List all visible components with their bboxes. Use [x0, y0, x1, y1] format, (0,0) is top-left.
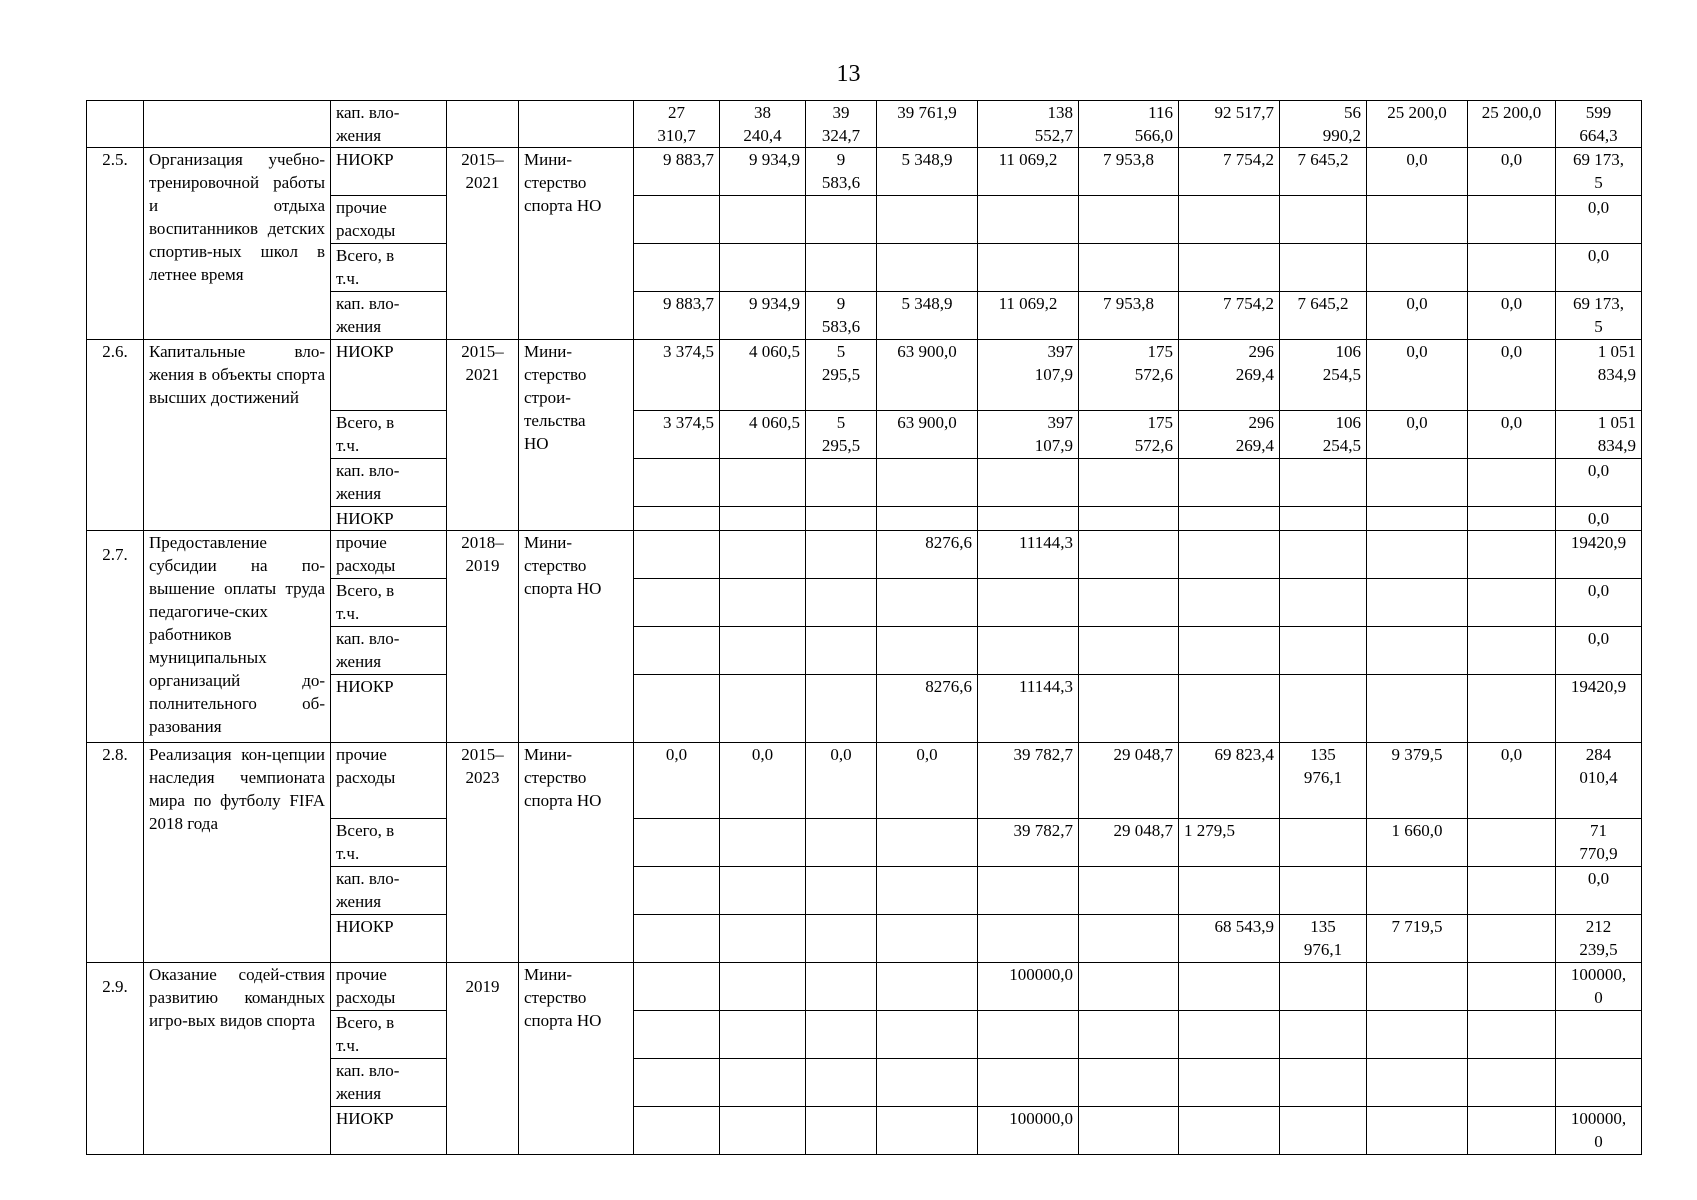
empty-cell	[806, 627, 877, 675]
empty-cell	[1367, 1107, 1468, 1155]
cell-value: 397 107,9	[978, 411, 1079, 459]
cell-total: 0,0	[1556, 459, 1642, 507]
empty-cell	[720, 531, 806, 579]
empty-cell	[877, 963, 978, 1011]
cell-value: 92 517,7	[1179, 101, 1280, 148]
cell-value: 9 583,6	[806, 148, 877, 196]
empty-cell	[634, 459, 720, 507]
budget-table	[86, 100, 1642, 1155]
empty-cell	[1079, 244, 1179, 292]
cell-total: 100000, 0	[1556, 1107, 1642, 1155]
empty-cell	[1179, 196, 1280, 244]
empty-cell	[720, 1107, 806, 1155]
empty-cell	[1468, 579, 1556, 627]
empty-cell	[1280, 627, 1367, 675]
empty-cell	[978, 579, 1079, 627]
cell-type: Всего, в т.ч.	[331, 1011, 447, 1059]
empty-cell	[1179, 627, 1280, 675]
empty-cell	[634, 675, 720, 743]
cell-value: 116 566,0	[1079, 101, 1179, 148]
cell-type: НИОКР	[331, 1107, 447, 1155]
empty-cell	[1468, 627, 1556, 675]
cell-value: 29 048,7	[1079, 743, 1179, 819]
empty-cell	[634, 819, 720, 867]
cell-value: 175 572,6	[1079, 411, 1179, 459]
cell-total: 0,0	[1556, 507, 1642, 531]
empty-cell	[1179, 963, 1280, 1011]
item-number: 2.7.	[87, 531, 144, 743]
cell-total: 1 051 834,9	[1556, 411, 1642, 459]
cell-value: 3 374,5	[634, 411, 720, 459]
cell-type: НИОКР	[331, 507, 447, 531]
cell-value: 9 934,9	[720, 148, 806, 196]
empty-cell	[1468, 507, 1556, 531]
cell-value: 7 953,8	[1079, 148, 1179, 196]
empty-cell	[720, 244, 806, 292]
empty-cell	[1468, 459, 1556, 507]
cell-total: 1 051 834,9	[1556, 340, 1642, 411]
empty-cell	[978, 1011, 1079, 1059]
item-number: 2.8.	[87, 743, 144, 963]
cell-value: 9 583,6	[806, 292, 877, 340]
empty-cell	[720, 867, 806, 915]
cell-value: 9 883,7	[634, 148, 720, 196]
empty-cell	[978, 915, 1079, 963]
cell-type: кап. вло- жения	[331, 292, 447, 340]
empty-cell	[1079, 1059, 1179, 1107]
item-name: Капитальные вло-жения в объекты спорта высших достижений	[144, 340, 331, 531]
empty-cell	[1280, 963, 1367, 1011]
empty-cell	[1367, 963, 1468, 1011]
empty-cell	[978, 867, 1079, 915]
empty-cell	[1179, 867, 1280, 915]
empty-cell	[1468, 819, 1556, 867]
empty-cell	[877, 507, 978, 531]
cell-total: 0,0	[1556, 627, 1642, 675]
empty-cell	[634, 507, 720, 531]
cell-value: 296 269,4	[1179, 411, 1280, 459]
empty-cell	[877, 1011, 978, 1059]
empty-cell	[1079, 963, 1179, 1011]
empty-cell	[720, 915, 806, 963]
cell-value: 68 543,9	[1179, 915, 1280, 963]
cell-value: 9 379,5	[1367, 743, 1468, 819]
empty-cell	[877, 627, 978, 675]
cell-total: 0,0	[1556, 867, 1642, 915]
empty-cell	[1468, 244, 1556, 292]
empty-cell	[1468, 531, 1556, 579]
cell-value: 7 754,2	[1179, 292, 1280, 340]
cell-value: 7 754,2	[1179, 148, 1280, 196]
empty-cell	[634, 1107, 720, 1155]
empty-cell	[1367, 507, 1468, 531]
table-row	[87, 743, 1642, 819]
cell-type: Всего, в т.ч.	[331, 411, 447, 459]
cell-value: 106 254,5	[1280, 411, 1367, 459]
cell-value: 8276,6	[877, 675, 978, 743]
empty-cell	[1367, 531, 1468, 579]
table-row	[87, 531, 1642, 579]
empty-cell	[978, 459, 1079, 507]
empty-cell	[806, 819, 877, 867]
empty-cell	[806, 196, 877, 244]
item-name: Оказание содей-ствия развитию командных игро-вых видов спорта	[144, 963, 331, 1155]
cell-value: 0,0	[806, 743, 877, 819]
cell-type: НИОКР	[331, 915, 447, 963]
cell-value: 0,0	[634, 743, 720, 819]
cell-value: 296 269,4	[1179, 340, 1280, 411]
empty-cell	[1079, 507, 1179, 531]
empty-cell	[634, 244, 720, 292]
cell-value: 11144,3	[978, 531, 1079, 579]
empty-cell	[806, 244, 877, 292]
table-row	[87, 101, 1642, 148]
empty-cell	[1079, 627, 1179, 675]
cell-value: 106 254,5	[1280, 340, 1367, 411]
empty-cell	[634, 963, 720, 1011]
empty-cell	[877, 579, 978, 627]
cell-value: 135 976,1	[1280, 915, 1367, 963]
empty-cell	[1179, 1059, 1280, 1107]
empty-cell	[720, 579, 806, 627]
table-row	[87, 148, 1642, 196]
empty-cell	[1179, 244, 1280, 292]
cell-total: 69 173, 5	[1556, 292, 1642, 340]
item-name: Предоставление субсидии на по-вышение оплаты труда педагогиче-ских работников муниципальных организаций до-полнительного об-разования	[144, 531, 331, 743]
cell-value: 38 240,4	[720, 101, 806, 148]
cell-type: Всего, в т.ч.	[331, 819, 447, 867]
cell-period	[447, 101, 519, 148]
empty-cell	[1179, 1011, 1280, 1059]
cell-value: 0,0	[1367, 411, 1468, 459]
empty-cell	[720, 196, 806, 244]
item-executor: Мини- стерство строи- тельства НО	[519, 340, 634, 531]
empty-cell	[806, 1059, 877, 1107]
empty-cell	[978, 244, 1079, 292]
cell-type: НИОКР	[331, 148, 447, 196]
cell-total: 0,0	[1556, 196, 1642, 244]
empty-cell	[1468, 915, 1556, 963]
cell-value: 0,0	[1468, 292, 1556, 340]
empty-cell	[877, 1107, 978, 1155]
empty-cell	[1079, 579, 1179, 627]
empty-cell	[634, 531, 720, 579]
cell-value: 5 348,9	[877, 292, 978, 340]
cell-value: 1 660,0	[1367, 819, 1468, 867]
item-period: 2018– 2019	[447, 531, 519, 743]
empty-cell	[1367, 627, 1468, 675]
cell-value: 0,0	[1468, 148, 1556, 196]
empty-cell	[720, 1059, 806, 1107]
cell-value: 11 069,2	[978, 148, 1079, 196]
empty-cell	[806, 963, 877, 1011]
cell-total: 100000, 0	[1556, 963, 1642, 1011]
empty-cell	[1079, 531, 1179, 579]
empty-cell	[1179, 459, 1280, 507]
cell-type: прочие расходы	[331, 196, 447, 244]
empty-cell	[1280, 507, 1367, 531]
empty-cell	[1367, 579, 1468, 627]
empty-cell	[634, 579, 720, 627]
cell-value: 39 782,7	[978, 819, 1079, 867]
cell-value: 3 374,5	[634, 340, 720, 411]
empty-cell	[1468, 1107, 1556, 1155]
cell-value: 7 719,5	[1367, 915, 1468, 963]
empty-cell	[1280, 531, 1367, 579]
cell-value: 9 883,7	[634, 292, 720, 340]
empty-cell	[877, 196, 978, 244]
empty-cell	[1280, 459, 1367, 507]
empty-cell	[1556, 1011, 1642, 1059]
table-row	[87, 340, 1642, 411]
cell-value: 0,0	[1468, 340, 1556, 411]
cell-value: 69 823,4	[1179, 743, 1280, 819]
cell-value: 29 048,7	[1079, 819, 1179, 867]
empty-cell	[1280, 244, 1367, 292]
empty-cell	[806, 1011, 877, 1059]
cell-total: 19420,9	[1556, 675, 1642, 743]
empty-cell	[1280, 1107, 1367, 1155]
cell-value: 5 348,9	[877, 148, 978, 196]
cell-value: 135 976,1	[1280, 743, 1367, 819]
item-executor: Мини- стерство спорта НО	[519, 531, 634, 743]
empty-cell	[1468, 1059, 1556, 1107]
empty-cell	[1367, 675, 1468, 743]
empty-cell	[1079, 1011, 1179, 1059]
empty-cell	[720, 507, 806, 531]
item-period: 2015– 2021	[447, 148, 519, 340]
empty-cell	[1468, 1011, 1556, 1059]
empty-cell	[877, 867, 978, 915]
empty-cell	[634, 1011, 720, 1059]
cell-value: 8276,6	[877, 531, 978, 579]
empty-cell	[1179, 507, 1280, 531]
cell-value: 39 324,7	[806, 101, 877, 148]
cell-type: прочие расходы	[331, 743, 447, 819]
cell-total: 599 664,3	[1556, 101, 1642, 148]
cell-type: Всего, в т.ч.	[331, 244, 447, 292]
empty-cell	[877, 459, 978, 507]
empty-cell	[634, 915, 720, 963]
empty-cell	[806, 915, 877, 963]
cell-value: 1 279,5	[1179, 819, 1280, 867]
empty-cell	[634, 196, 720, 244]
empty-cell	[806, 1107, 877, 1155]
cell-value: 4 060,5	[720, 340, 806, 411]
cell-type: кап. вло- жения	[331, 867, 447, 915]
empty-cell	[1079, 675, 1179, 743]
empty-cell	[978, 627, 1079, 675]
cell-type: кап. вло- жения	[331, 459, 447, 507]
cell-total: 0,0	[1556, 244, 1642, 292]
cell-total: 71 770,9	[1556, 819, 1642, 867]
item-period: 2019	[447, 963, 519, 1155]
item-number: 2.5.	[87, 148, 144, 340]
empty-cell	[806, 531, 877, 579]
item-executor: Мини- стерство спорта НО	[519, 148, 634, 340]
empty-cell	[1079, 196, 1179, 244]
item-executor: Мини- стерство спорта НО	[519, 743, 634, 963]
empty-cell	[1468, 867, 1556, 915]
empty-cell	[978, 1059, 1079, 1107]
empty-cell	[720, 1011, 806, 1059]
cell-value: 7 645,2	[1280, 148, 1367, 196]
cell-type: прочие расходы	[331, 531, 447, 579]
empty-cell	[1280, 1011, 1367, 1059]
empty-cell	[877, 915, 978, 963]
empty-cell	[1367, 1011, 1468, 1059]
cell-value: 0,0	[1367, 292, 1468, 340]
empty-cell	[1468, 675, 1556, 743]
cell-value: 175 572,6	[1079, 340, 1179, 411]
cell-total: 212 239,5	[1556, 915, 1642, 963]
cell-value: 27 310,7	[634, 101, 720, 148]
cell-value: 100000,0	[978, 1107, 1079, 1155]
item-period: 2015– 2023	[447, 743, 519, 963]
empty-cell	[1367, 1059, 1468, 1107]
empty-cell	[1367, 244, 1468, 292]
cell-value: 39 782,7	[978, 743, 1079, 819]
cell-total: 69 173, 5	[1556, 148, 1642, 196]
empty-cell	[720, 459, 806, 507]
cell-value: 0,0	[877, 743, 978, 819]
empty-cell	[634, 1059, 720, 1107]
empty-cell	[1179, 675, 1280, 743]
cell-type: НИОКР	[331, 340, 447, 411]
empty-cell	[1079, 459, 1179, 507]
empty-cell	[806, 459, 877, 507]
empty-cell	[877, 819, 978, 867]
cell-value: 63 900,0	[877, 411, 978, 459]
empty-cell	[720, 819, 806, 867]
cell-value: 7 645,2	[1280, 292, 1367, 340]
cell-value: 11 069,2	[978, 292, 1079, 340]
empty-cell	[720, 627, 806, 675]
empty-cell	[634, 627, 720, 675]
cell-value: 0,0	[1468, 743, 1556, 819]
empty-cell	[1179, 1107, 1280, 1155]
cell-value: 25 200,0	[1468, 101, 1556, 148]
cell-value: 100000,0	[978, 963, 1079, 1011]
cell-value: 0,0	[720, 743, 806, 819]
cell-type: кап. вло- жения	[331, 1059, 447, 1107]
empty-cell	[634, 867, 720, 915]
empty-cell	[1468, 196, 1556, 244]
cell-value: 56 990,2	[1280, 101, 1367, 148]
cell-total: 284 010,4	[1556, 743, 1642, 819]
cell-value: 9 934,9	[720, 292, 806, 340]
cell-total: 19420,9	[1556, 531, 1642, 579]
empty-cell	[806, 579, 877, 627]
empty-cell	[806, 507, 877, 531]
cell-num	[87, 101, 144, 148]
cell-type: НИОКР	[331, 675, 447, 743]
empty-cell	[806, 675, 877, 743]
empty-cell	[1556, 1059, 1642, 1107]
cell-value: 7 953,8	[1079, 292, 1179, 340]
cell-type: прочие расходы	[331, 963, 447, 1011]
empty-cell	[720, 963, 806, 1011]
item-executor: Мини- стерство спорта НО	[519, 963, 634, 1155]
empty-cell	[1280, 867, 1367, 915]
item-name: Организация учебно-тренировочной работы и отдыха воспитанников детских спортив-ных школ в летнее время	[144, 148, 331, 340]
cell-total: 0,0	[1556, 579, 1642, 627]
empty-cell	[1079, 867, 1179, 915]
cell-name	[144, 101, 331, 148]
empty-cell	[1280, 675, 1367, 743]
empty-cell	[1079, 915, 1179, 963]
page-number: 13	[836, 61, 861, 87]
cell-value: 11144,3	[978, 675, 1079, 743]
item-name: Реализация кон-цепции наследия чемпионата мира по футболу FIFA 2018 года	[144, 743, 331, 963]
cell-type: кап. вло- жения	[331, 101, 447, 148]
cell-value: 0,0	[1468, 411, 1556, 459]
cell-value: 138 552,7	[978, 101, 1079, 148]
item-number: 2.6.	[87, 340, 144, 531]
cell-type: Всего, в т.ч.	[331, 579, 447, 627]
cell-value: 397 107,9	[978, 340, 1079, 411]
empty-cell	[1367, 867, 1468, 915]
empty-cell	[1367, 196, 1468, 244]
cell-value: 5 295,5	[806, 411, 877, 459]
item-period: 2015– 2021	[447, 340, 519, 531]
empty-cell	[1367, 459, 1468, 507]
empty-cell	[1280, 1059, 1367, 1107]
empty-cell	[806, 867, 877, 915]
empty-cell	[1280, 819, 1367, 867]
cell-value: 39 761,9	[877, 101, 978, 148]
empty-cell	[1179, 579, 1280, 627]
empty-cell	[1179, 531, 1280, 579]
table-row	[87, 963, 1642, 1011]
cell-value: 0,0	[1367, 340, 1468, 411]
empty-cell	[1079, 1107, 1179, 1155]
empty-cell	[1280, 579, 1367, 627]
cell-type: кап. вло- жения	[331, 627, 447, 675]
empty-cell	[978, 507, 1079, 531]
empty-cell	[877, 244, 978, 292]
cell-executor	[519, 101, 634, 148]
empty-cell	[1280, 196, 1367, 244]
empty-cell	[1468, 963, 1556, 1011]
cell-value: 25 200,0	[1367, 101, 1468, 148]
cell-value: 0,0	[1367, 148, 1468, 196]
empty-cell	[877, 1059, 978, 1107]
cell-value: 5 295,5	[806, 340, 877, 411]
cell-value: 4 060,5	[720, 411, 806, 459]
item-number: 2.9.	[87, 963, 144, 1155]
empty-cell	[978, 196, 1079, 244]
cell-value: 63 900,0	[877, 340, 978, 411]
empty-cell	[720, 675, 806, 743]
